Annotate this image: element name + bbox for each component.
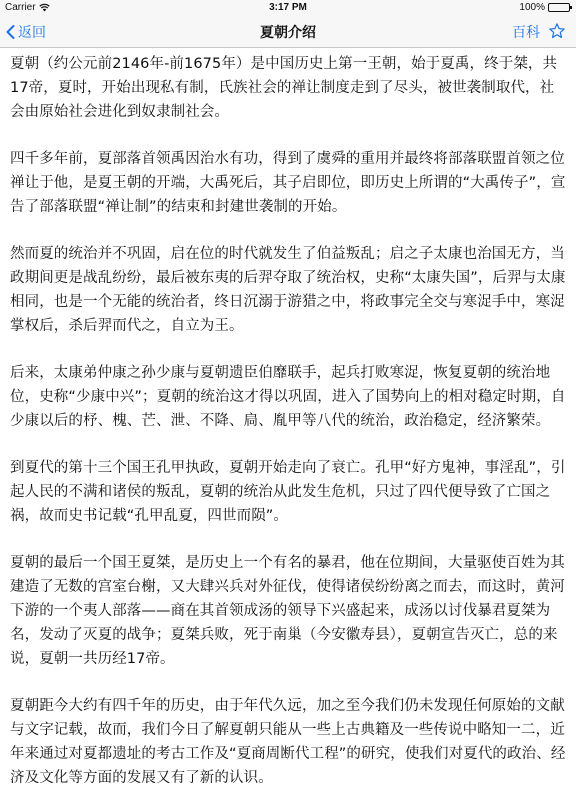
battery-percent: 100% [519,2,545,13]
carrier-label: Carrier [5,2,36,13]
article-paragraph: 四千多年前，夏部落首领禹因治水有功，得到了虞舜的重用并最终将部落联盟首领之位禅让于他，是夏王朝的开端，大禹死后，其子启即位，即历史上所谓的“大禹传子”，宣告了部落联盟“禅让制”的结束和封建世袭制的开始。 [10,151,566,215]
status-right [519,2,570,13]
star-icon[interactable] [548,22,566,40]
article-paragraph: 后来，太康弟仲康之孙少康与夏朝遗臣伯靡联手，起兵打败寒浞，恢复夏朝的统治地位，史称“少康中兴”；夏朝的统治这才得以巩固，进入了国势向上的相对稳定时期，自少康以后的杼、槐、芒、泄、不降、扃、胤甲等八代的统治，政治稳定，经济繁荣。 [10,365,566,429]
back-label: 返回 [18,25,46,41]
status-time: 3:17 PM [269,2,307,13]
article-paragraph: 夏朝（约公元前2146年-前1675年）是中国历史上第一王朝，始于夏禹，终于桀，共17帝，夏时，开始出现私有制，氏族社会的禅让制度走到了尽头，被世袭制取代，社会由原始社会进化到奴隶制社会。 [10,56,558,120]
article-content[interactable] [0,48,576,786]
status-bar [0,0,576,15]
article-paragraph: 夏朝的最后一个国王夏桀，是历史上一个有名的暴君，他在位期间，大量驱使百姓为其建造了无数的宫室台榭，又大肆兴兵对外征伐，使得诸侯纷纷离之而去，而这时，黄河下游的一个夷人部落——商在其首领成汤的领导下兴盛起来，成汤以讨伐暴君夏桀为名，发动了灭夏的战争；夏桀兵败，死于南巢（今安徽寿县），夏朝宣告灭亡，总的来说，夏朝一共历经17帝。 [10,555,565,667]
article-paragraph: 夏朝距今大约有四千年的历史，由于年代久远，加之至今我们仍未发现任何原始的文献与文字记载，故而，我们今日了解夏朝只能从一些上古典籍及一些传说中略知一二，近年来通过对夏都遗址的考古工作及“夏商周断代工程”的研究，使我们对夏代的政治、经济及文化等方面的发展又有了新的认识。 [10,698,566,786]
battery-icon [548,3,570,12]
encyclopedia-button[interactable]: 百科 [512,25,540,41]
article-paragraph: 然而夏的统治并不巩固，启在位的时代就发生了伯益叛乱；启之子太康也治国无方，当政期间更是战乱纷纷，最后被东夷的后羿夺取了统治权，史称“太康失国”，后羿与太康相同，也是一个无能的统治者，终日沉溺于游猎之中，将政事完全交与寒浞手中，寒浞掌权后，杀后羿而代之，自立为王。 [10,246,566,334]
page-title: 夏朝介绍 [260,25,316,41]
article-paragraph: 到夏代的第十三个国王孔甲执政，夏朝开始走向了衰亡。孔甲“好方鬼神，事淫乱”，引起人民的不满和诸侯的叛乱，夏朝的统治从此发生危机，只过了四代便导致了亡国之祸，故而史书记载“孔甲乱夏，四世而陨”。 [10,460,566,524]
navigation-bar [0,15,576,48]
